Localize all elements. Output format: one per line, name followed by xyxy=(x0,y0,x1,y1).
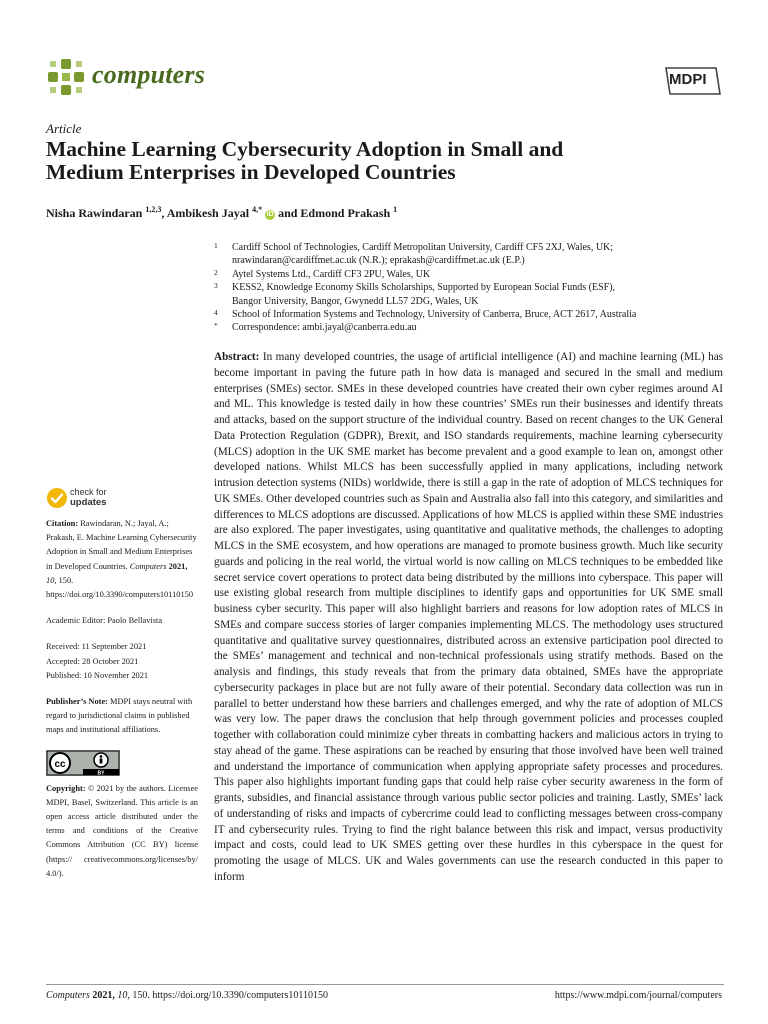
affiliations xyxy=(214,241,724,335)
affiliation-number: * xyxy=(214,321,218,331)
author-name[interactable]: Edmond Prakash xyxy=(300,206,391,220)
author-separator: , xyxy=(161,206,167,220)
title-line-2: Medium Enterprises in Developed Countries xyxy=(46,160,456,184)
author-list xyxy=(46,205,397,221)
citation-journal: Computers xyxy=(129,561,167,571)
footer-journal: Computers xyxy=(46,990,90,1001)
affiliation-number: 2 xyxy=(214,267,218,277)
affiliation-number: 3 xyxy=(214,281,218,291)
abstract xyxy=(214,350,723,886)
orcid-icon[interactable]: iD xyxy=(266,211,274,218)
author-separator: and xyxy=(275,206,301,220)
journal-name: computers xyxy=(92,60,206,89)
affiliation-line: Aytel Systems Ltd., Cardiff CF3 2PU, Wales, UK xyxy=(232,268,431,280)
footer-divider xyxy=(46,984,724,985)
affiliation-number: 4 xyxy=(214,308,218,318)
affiliation-item xyxy=(214,268,724,281)
author-affiliation-sup: 4,* xyxy=(252,205,263,214)
affiliation-item xyxy=(214,308,724,321)
affiliation-emails[interactable]: nrawindaran@cardiffmet.ac.uk (N.R.); eprakash@cardiffmet.ac.uk (E.P.) xyxy=(232,255,525,267)
footer-citation xyxy=(46,990,328,1001)
author-affiliation-sup: 1 xyxy=(393,205,398,214)
citation xyxy=(46,517,198,602)
author-name[interactable]: Nisha Rawindaran xyxy=(46,206,143,220)
footer-doi[interactable]: 150. https://doi.org/10.3390/computers10110150 xyxy=(132,990,328,1001)
article-title xyxy=(46,138,726,184)
publisher-logo-text: MDPI xyxy=(669,71,707,88)
publisher-note xyxy=(46,695,198,738)
abstract-label: Abstract: xyxy=(214,351,260,363)
check-for-updates[interactable] xyxy=(70,488,107,507)
copyright-label: Copyright: xyxy=(46,783,86,793)
footer-volume: 10, xyxy=(117,990,130,1001)
academic-editor: Academic Editor: Paolo Bellavista xyxy=(46,616,163,626)
citation-label: Citation: xyxy=(46,519,79,528)
article-type: Article xyxy=(46,121,82,136)
date-received: Received: 11 September 2021 xyxy=(46,642,147,652)
affiliation-item xyxy=(214,241,724,268)
affiliation-line: Bangor University, Bangor, Gwynedd LL57 2DG, Wales, UK xyxy=(232,295,479,307)
journal-logo-icon xyxy=(46,57,86,97)
affiliation-line: KESS2, Knowledge Economy Skills Scholarships, Supported by European Social Funds (ESF), xyxy=(232,282,616,294)
copyright xyxy=(46,782,198,881)
footer-year: 2021, xyxy=(92,990,115,1001)
author-name[interactable]: Ambikesh Jayal xyxy=(166,206,250,220)
citation-text: Rawindaran, N.; Jayal, A.; Prakash, E. Machine Learning Cybersecurity Adoption in Small and Medium Enterprises in Developed Countries. xyxy=(46,519,197,571)
cc-label: cc xyxy=(54,758,66,770)
date-accepted: Accepted: 28 October 2021 xyxy=(46,656,139,666)
check-for-updates-line2: updates xyxy=(70,496,107,508)
author-affiliation-sup: 1,2,3 xyxy=(145,205,162,214)
affiliation-item xyxy=(214,281,724,308)
check-for-updates-icon[interactable] xyxy=(46,487,68,509)
publisher-note-text: MDPI stays neutral with regard to jurisdictional claims in published maps and institutional affiliations. xyxy=(46,697,193,735)
date-published: Published: 10 November 2021 xyxy=(46,670,149,680)
cc-by-license-icon[interactable] xyxy=(46,750,120,776)
citation-doi[interactable]: 150. https://doi.org/10.3390/computers10110150 xyxy=(46,575,194,600)
citation-year: 2021, xyxy=(168,561,188,571)
publisher-note-label: Publisher’s Note: xyxy=(46,697,108,707)
by-label: BY xyxy=(97,769,105,776)
affiliation-line: School of Information Systems and Technology, University of Canberra, Bruce, ACT 2617, Australia xyxy=(232,309,637,321)
sidebar-metadata xyxy=(46,517,198,893)
affiliation-line: Cardiff School of Technologies, Cardiff Metropolitan University, Cardiff CF5 2XJ, Wales, UK; xyxy=(232,242,614,253)
correspondence xyxy=(214,321,724,334)
abstract-text: In many developed countries, the usage of artificial intelligence (AI) and machine learning (ML) has become important in paving the future path in how data is managed and secured in the small and medium enterprises (SMEs) sector. SMEs in these developed countries have created their own cyber regimes around AI and ML. This knowledge is tested daily in how these countries’ SMEs run their businesses and identify threats and attacks, based on the support structure of the individual country. Based on recent changes to the UK General Data Protection Regulation (GDPR), Brexit, and ISO standards requirements, machine learning cybersecurity (MLCS) adoption in the UK SME market has become prevalent and a good example to lean on, amongst other developed nations. Whilst MLCS has been successfully applied in many applications, including network intrusion detection systems (NIDs) worldwide, there is still a gap in the rate of adoption of MLCS techniques for UK SMEs. Other developed countries such as Spain and Australia also fall into this category, and similarities and differences to MLCS adoptions are discussed. Applications of how MLCS is applied within these SME industries are also explored. The paper investigates, using quantitative and qualitative methods, the challenges to adopting MLCS in the SME ecosystem, and how operations are managed to promote business growth. Much like security guards and policing in the real world, the virtual world is now calling on MLCS techniques to be embedded like secret service covert operations to protect data being distributed by the millions into cyberspace. This paper will use existing global research from multiple disciplines to identify gaps and opportunities for UK SME small business cyber security. This paper will also highlight barriers and reasons for low adoption rates of MLCS in SMEs and compare success stories of larger companies implementing MLCS. The methodology uses structured quantitative and qualitative survey questionnaires, distributed across an extensive participation pool directed to the SMEs’ management and technical and non-technical professionals using stratify methods. Based on the analysis and findings, this study reveals that from the primary data obtained, SMEs have the appropriate cybersecurity packages in place but are not fully aware of their potential. Secondary data collection was run in parallel to better understand how these barriers and challenges emerged, and why the rate of adoption of MLCS was very low. The paper draws the conclusion that help through government policies and processes coupled together with collaboration could minimize cyber threats in combatting hackers and malicious actors in trying to stay ahead of the game. These aspirations can be reached by ensuring that those involved have been well trained and understand the importance of communication when applying appropriate safety processes and procedures. This paper also highlights important funding gaps that could help raise cyber security awareness in the form of grants, subsidies, and financial assistance through various public sector policies and training. Lastly, SMEs’ lack of understanding of risks and impacts of cybercrime could lead to conflicting messages between cross-company IT and cybersecurity rules. Trying to find the right balance between this risk and impact, versus productivity impact and costs, could lead to UK SMES getting over these hurdles in this cyberspace in the quest for promoting the usage of MLCS. UK and Wales governments can use the research conducted in this paper to inform xyxy=(214,351,724,883)
affiliation-number: 1 xyxy=(214,241,218,250)
dates xyxy=(46,640,198,683)
check-for-updates-line1: check for xyxy=(70,487,107,497)
citation-volume: 10, xyxy=(46,575,57,585)
title-line-1: Machine Learning Cybersecurity Adoption in Small and xyxy=(46,137,564,161)
copyright-text: © 2021 by the authors. Licensee MDPI, Basel, Switzerland. This article is an open access article distributed under the terms and conditions of the Creative Commons Attribution (CC BY) license (https:// creativecommons.org/licenses/by/ 4.0/). xyxy=(46,783,198,878)
correspondence-email[interactable]: Correspondence: ambi.jayal@canberra.edu.au xyxy=(232,322,417,334)
footer-journal-url[interactable]: https://www.mdpi.com/journal/computers xyxy=(554,990,722,1001)
